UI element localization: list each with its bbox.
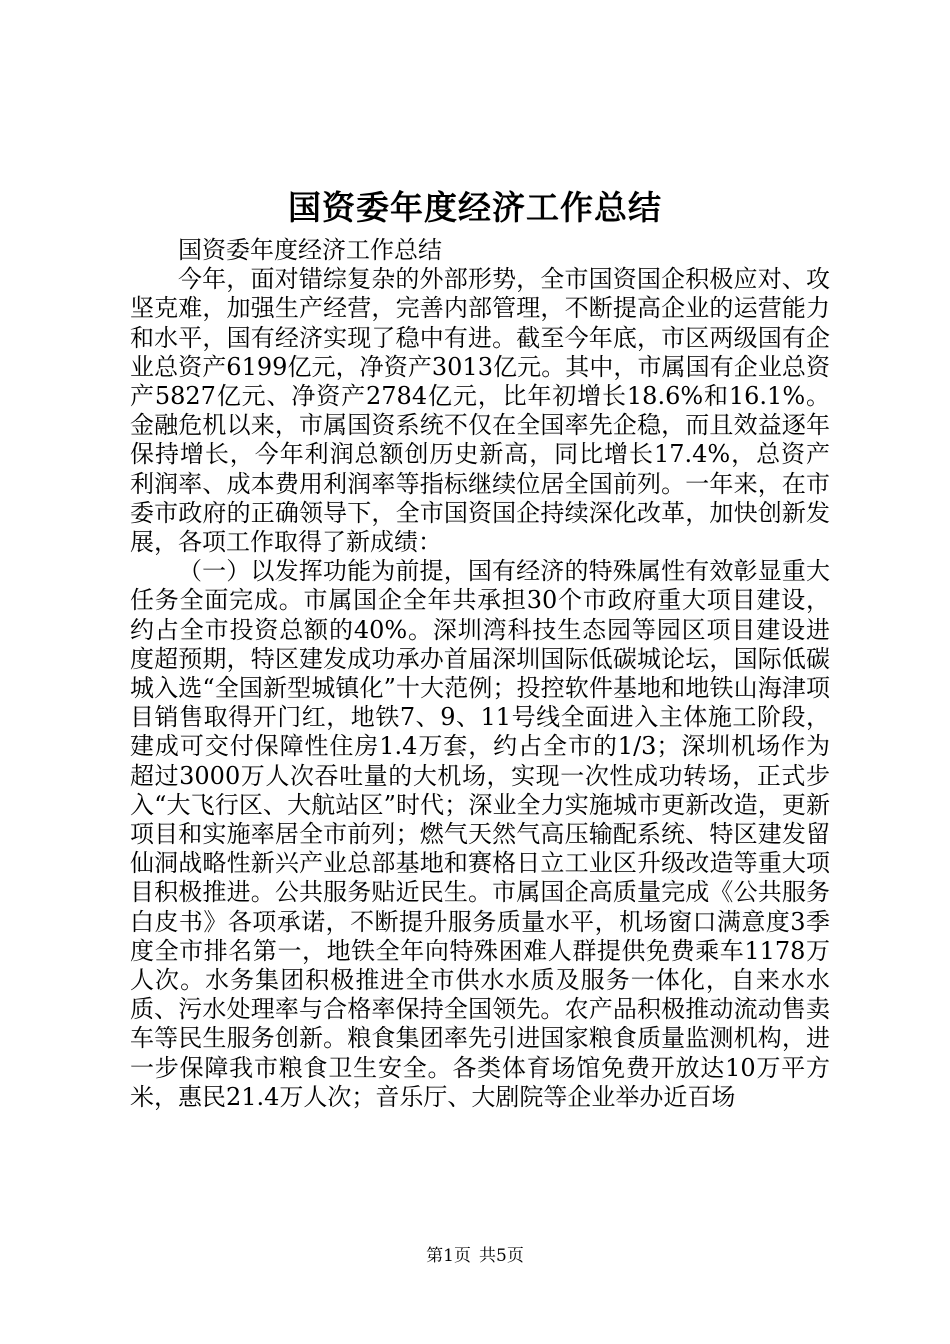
document-title: 国资委年度经济工作总结 — [288, 188, 662, 227]
paragraph-section-1: （一）以发挥功能为前提，国有经济的特殊属性有效彰显重大任务全面完成。市属国企全年共承担30个市政府重大项目建设，约占全市投资总额的40%。深圳湾科技生态园等园区项目建设进度超预期，特区建发成功承办首届深圳国际低碳城论坛，国际低碳城入选“全国新型城镇化”十大范例；投控软件基地和地铁山海津项目销售取得开门红，地铁7、9、11号线全面进入主体施工阶段，建成可交付保障性住房1.4万套，约占全市的1/3；深圳机场作为超过3000万人次吞吐量的大机场，实现一次性成功转场，正式步入“大飞行区、大航站区”时代；深业全力实施城市更新改造，更新项目和实施率居全市前列；燃气天然气高压输配系统、特区建发留仙洞战略性新兴产业总部基地和赛格日立工业区升级改造等重大项目积极推进。公共服务贴近民生。市属国企高质量完成《公共服务白皮书》各项承诺，不断提升服务质量水平，机场窗口满意度3季度全市排名第一，地铁全年向特殊困难人群提供免费乘车1178万人次。水务集团积极推进全市供水水质及服务一体化，自来水水质、污水处理率与合格率保持全国领先。农产品积极推动流动售卖车等民生服务创新。粮食集团率先引进国家粮食质量监测机构，进一步保障我市粮食卫生安全。各类体育场馆免费开放达10万平方米，惠民21.4万人次；音乐厅、大剧院等企业举办近百场 — [130, 557, 830, 1111]
page-footer — [0, 1245, 950, 1267]
paragraph-intro: 今年，面对错综复杂的外部形势，全市国资国企积极应对、攻坚克难，加强生产经营，完善内部管理，不断提高企业的运营能力和水平，国有经济实现了稳中有进。截至今年底，市区两级国有企业总资产6199亿元，净资产3013亿元。其中，市属国有企业总资产5827亿元、净资产2784亿元，比年初增长18.6%和16.1%。金融危机以来，市属国资系统不仅在全国率先企稳，而且效益逐年保持增长，今年利润总额创历史新高，同比增长17.4%，总资产利润率、成本费用利润率等指标继续位居全国前列。一年来，在市委市政府的正确领导下，全市国资国企持续深化改革，加快创新发展，各项工作取得了新成绩： — [130, 265, 830, 557]
page-number-total: 共5页 — [479, 1246, 524, 1266]
page-number-current: 第1页 — [426, 1246, 471, 1266]
paragraph-subtitle: 国资委年度经济工作总结 — [178, 236, 442, 264]
document-body — [130, 236, 830, 1112]
